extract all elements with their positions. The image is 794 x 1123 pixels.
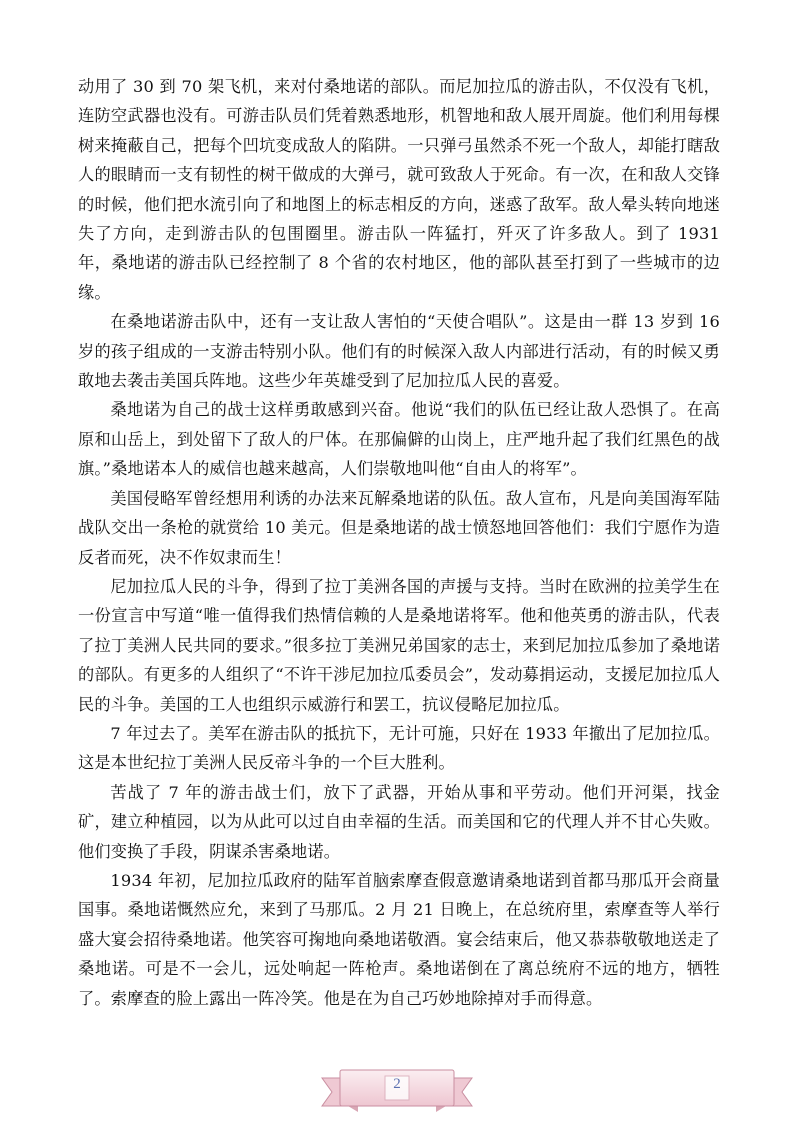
paragraph: 尼加拉瓜人民的斗争，得到了拉丁美洲各国的声援与支持。当时在欧洲的拉美学生在一份宣言中写道“唯一值得我们热情信赖的人是桑地诺将军。他和他英勇的游击队，代表了拉丁美洲人民共同的要求。”很多拉丁美洲兄弟国家的志士，来到尼加拉瓜参加了桑地诺的部队。有更多的人组织了“不许干涉尼加拉瓜委员会”，发动募捐运动，支援尼加拉瓜人民的斗争。美国的工人也组织示威游行和罢工，抗议侵略尼加拉瓜。 [78,576,720,714]
paragraph: 7 年过去了。美军在游击队的抵抗下，无计可施，只好在 1933 年撤出了尼加拉瓜。这是本世纪拉丁美洲人民反帝斗争的一个巨大胜利。 [78,723,720,773]
paragraph: 苦战了 7 年的游击战士们，放下了武器，开始从事和平劳动。他们开河渠，找金矿，建立种植园，以为从此可以过自由幸福的生活。而美国和它的代理人并不甘心失败。他们变换了手段，阴谋杀害桑地诺。 [78,782,720,861]
page-number: 2 [393,1076,401,1092]
paragraph: 桑地诺为自己的战士这样勇敢感到兴奋。他说“我们的队伍已经让敌人恐惧了。在高原和山岳上，到处留下了敌人的尸体。在那偏僻的山岗上，庄严地升起了我们红黑色的战旗。”桑地诺本人的威信也越来越高，人们崇敬地叫他“自由人的将军”。 [78,400,720,479]
paragraph: 1934 年初，尼加拉瓜政府的陆军首脑索摩查假意邀请桑地诺到首都马那瓜开会商量国事。桑地诺慨然应允，来到了马那瓜。2 月 21 日晚上，在总统府里，索摩查等人举行盛大宴会招待桑地诺。他笑容可掬地向桑地诺敬酒。宴会结束后，他又恭恭敬敬地送走了桑地诺。可是不一会儿，远处响起一阵枪声。桑地诺倒在了离总统府不远的地方，牺牲了。索摩查的脸上露出一阵冷笑。他是在为自己巧妙地除掉对手而得意。 [78,870,720,1008]
paragraph: 动用了 30 到 70 架飞机，来对付桑地诺的部队。而尼加拉瓜的游击队，不仅没有飞机，连防空武器也没有。可游击队员们凭着熟悉地形，机智地和敌人展开周旋。他们利用每棵树来掩蔽自己，把每个凹坑变成敌人的陷阱。一只弹弓虽然杀不死一个敌人，却能打瞎敌人的眼睛而一支有韧性的树干做成的大弹弓，就可致敌人于死命。有一次，在和敌人交锋的时候，他们把水流引向了和地图上的标志相反的方向，迷惑了敌军。敌人晕头转向地迷失了方向，走到游击队的包围圈里。游击队一阵猛打，歼灭了许多敌人。到了 1931 年，桑地诺的游击队已经控制了 8 个省的农村地区，他的部队甚至打到了一些城市的边缘。 [78,77,720,302]
page-footer [318,1066,476,1116]
document-body [78,72,720,1013]
paragraph: 美国侵略军曾经想用利诱的办法来瓦解桑地诺的队伍。敌人宣布，凡是向美国海军陆战队交出一条枪的就赏给 10 美元。但是桑地诺的战士愤怒地回答他们：我们宁愿作为造反者而死，决不作奴隶而生！ [78,488,720,567]
paragraph: 在桑地诺游击队中，还有一支让敌人害怕的“天使合唱队”。这是由一群 13 岁到 16 岁的孩子组成的一支游击特别小队。他们有的时候深入敌人内部进行活动，有的时候又勇敢地去袭击美国兵阵地。这些少年英雄受到了尼加拉瓜人民的喜爱。 [78,312,720,391]
